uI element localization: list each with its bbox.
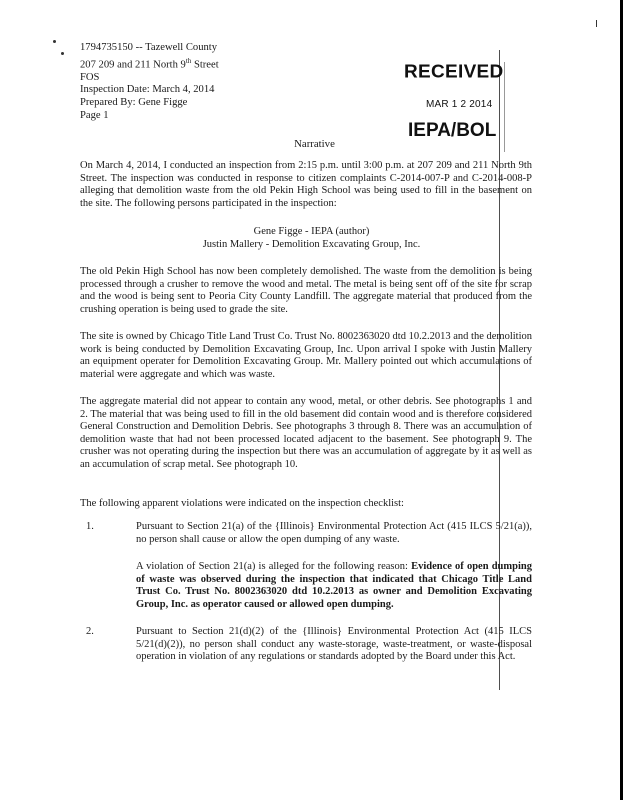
- header-fos: FOS: [80, 71, 100, 83]
- header-site-id: 1794735150 -- Tazewell County: [80, 42, 218, 53]
- received-stamp-office: IEPA/BOL: [408, 120, 497, 141]
- header-prepared-by: Prepared By: Gene Figge: [80, 96, 188, 108]
- paragraph-demolition: The old Pekin High School has now been completely demolished. The waste from the demolition is being processed through a crusher to remove the wood and metal. The metal is being sent off of the site for scrap and the wood is being sent to Peoria City County Landfill. The aggregate material that produced from the crushing operation is being used to grade the site.: [80, 266, 532, 315]
- paragraph-intro: On March 4, 2014, I conducted an inspection from 2:15 p.m. until 3:00 p.m. at 207 209 and 211 North 9th Street. The inspection was conducted in response to citizen complaints C-2014-007-P and C-2014-008-P alleging that demolition waste from the old Pekin High School was being used to fill in the basement on the site. The following persons participated in the inspection:: [80, 160, 532, 209]
- paragraph-violations-intro: The following apparent violations were indicated on the inspection checklist:: [80, 498, 404, 509]
- violation-2-number: 2.: [86, 626, 94, 637]
- paragraph-ownership: The site is owned by Chicago Title Land Trust Co. Trust No. 8002363020 dtd 10.2.2013 and the demolition work is being conducted by Demolition Excavating Group, Inc. Upon arrival I spoke with Justin Mallery an equipment operater for Demolition Excavating Group. Mr. Mallery pointed out which accumulations of material were aggregate and which was waste.: [80, 331, 532, 380]
- violation-1-allegation: A violation of Section 21(a) is alleged for the following reason: Evidence of open dumping of waste was observed during the inspection that indicated that Chicago Title Land Trust Co. Trust No. 8002363020 dtd 10.2.2013 as owner and Demolition Excavating Group, Inc. as operator caused or allowed open dumping.: [136, 561, 532, 610]
- violation-1-text: Pursuant to Section 21(a) of the {Illinois} Environmental Protection Act (415 ILCS 5/21(a)), no person shall cause or allow the open dumping of any waste.: [136, 521, 532, 545]
- paragraph-observations: The aggregate material did not appear to contain any wood, metal, or other debris. See photographs 1 and 2. The material that was being used to fill in the old basement did contain wood and is therefore considered General Construction and Demolition Debris. See photographs 3 through 8. There was an accumulation of demolition waste that had not been processed located adjacent to the basement. See photograph 9. The crusher was not operating during the inspection but there was an accumulation of aggregate by it as well as an accumulation of scrap metal. See photograph 10.: [80, 396, 532, 470]
- document-header: [80, 42, 219, 122]
- received-stamp-date: MAR 1 2 2014: [426, 99, 493, 110]
- violation-1-number: 1.: [86, 521, 94, 532]
- header-address: 207 209 and 211 North 9th Street: [80, 56, 219, 71]
- scan-speck: [61, 52, 64, 55]
- received-stamp: RECEIVED: [404, 62, 504, 83]
- header-inspection-date: Inspection Date: March 4, 2014: [80, 84, 215, 96]
- participant-2: Justin Mallery - Demolition Excavating Group, Inc.: [202, 239, 421, 250]
- header-page-number: Page 1: [80, 109, 109, 121]
- violation-2-text: Pursuant to Section 21(d)(2) of the {Illinois} Environmental Protection Act (415 ILCS 5/21(d)(2)), no person shall conduct any waste-storage, waste-treatment, or waste-disposal operation in violation of any regulations or standards adopted by the Board under this Act.: [136, 626, 532, 663]
- participant-1: Gene Figge - IEPA (author): [253, 226, 370, 237]
- scan-speck: [53, 40, 56, 43]
- page-title: Narrative: [294, 138, 335, 150]
- scan-speck: [596, 20, 597, 27]
